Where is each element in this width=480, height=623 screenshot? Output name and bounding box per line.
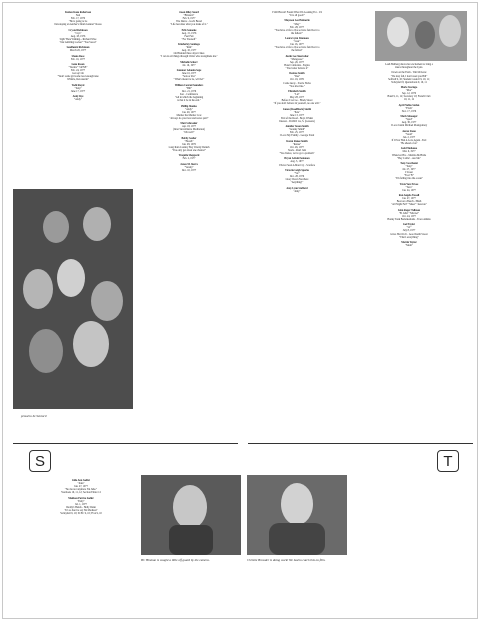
senior-entry: [39, 497, 123, 515]
senior-detail-line: "Frick": [405, 106, 413, 110]
senior-detail-line: "Vic": [294, 172, 300, 176]
senior-entry: [139, 11, 239, 26]
senior-detail-line: Jan. 16, 1977: [290, 43, 304, 47]
senior-entry: [247, 11, 347, 17]
senior-detail-line: Jan. 24, 1977: [402, 188, 416, 192]
senior-detail-line: "You only get about one chance!": [171, 148, 207, 152]
senior-detail-line: Interest - D.MAY 1A, S. (Lessons): [279, 119, 315, 123]
senior-detail-line: Jun. 28, 1976: [182, 142, 196, 146]
senior-entry: [247, 37, 347, 52]
bc-hinman-caption: BC Hinman is caught a little off guard by the camera.: [141, 558, 210, 562]
senior-name: Victoria Leigh Sparks: [285, 168, 309, 172]
senior-name: Julie Ann Sadler: [71, 479, 91, 482]
senior-entry: [359, 147, 459, 159]
senior-entry: [139, 122, 239, 134]
senior-entry: [359, 71, 459, 83]
senior-detail-line: "We chance, we've got a problem": [279, 152, 315, 155]
senior-detail-line: Dec. 21, 1976: [181, 89, 197, 93]
senior-detail-line: The Dance - God's Bread: [176, 20, 202, 24]
senior-entry: [39, 84, 117, 93]
senior-entry: [139, 43, 239, 58]
senior-entry: [39, 29, 117, 44]
senior-detail-line: June 17, 1977: [70, 89, 86, 93]
senior-entry: [247, 125, 347, 137]
senior-name: Phillip Shanks: [181, 104, 197, 108]
senior-name: Karen Renee Smith: [286, 139, 308, 143]
senior-name: Madison Patrice Sadler: [68, 496, 94, 500]
senior-detail-line: "Liz": [294, 93, 300, 97]
senior-detail-line: Murder the Murder Cow: [176, 113, 202, 117]
senior-detail-line: Daddy's Hands - Holly Dunn: [66, 505, 96, 509]
senior-detail-line: Jul. 1, 1977: [75, 502, 87, 506]
senior-detail-line: "Pete": [293, 110, 301, 114]
senior-name: John Roger Tallman: [397, 208, 421, 212]
section-divider-right: [248, 443, 473, 444]
senior-detail-line: Oct. 19, 1976: [290, 78, 304, 82]
senior-detail-line: "It is all good!": [289, 14, 305, 18]
senior-entry: [139, 105, 239, 120]
senior-name: Jennifer Susan Smith: [285, 125, 309, 129]
senior-detail-line: Volleyball 9, 10; SCEC 9, 10; FCA 9, 10: [60, 511, 102, 515]
senior-detail-line: Apr. 18, 1977: [181, 125, 196, 129]
senior-detail-line: Yearbook 10, 11, 12; Section Editor 12: [61, 491, 101, 495]
senior-detail-line: Nov. 17, 1976: [401, 109, 417, 113]
senior-entry: [359, 63, 459, 69]
senior-detail-line: Hotel California - Eagles: [284, 63, 310, 67]
senior-name: Michelle Scharr: [180, 60, 198, 64]
senior-name: Gene Rosen: [71, 63, 85, 67]
senior-entry: [247, 72, 347, 87]
senior-detail-line: "Des": [293, 75, 301, 79]
senior-name: Desiree Smith: [289, 72, 305, 76]
senior-detail-line: "Amy": [293, 189, 301, 193]
senior-detail-line: "You better believe it": [285, 66, 309, 70]
senior-detail-line: Feb. 28, 1977: [289, 25, 304, 29]
senior-entry: [359, 194, 459, 206]
senior-detail-line: "Bill": [186, 86, 192, 90]
senior-detail-line: "You have a life to live so have fun/live it to: [274, 28, 320, 32]
senior-name: Elizabeth Smith: [288, 89, 306, 93]
senior-detail-line: dance throughout the Lynx.: [394, 66, 423, 70]
senior-detail-line: "Mom": [405, 244, 413, 248]
column-senior-entries-1: [39, 11, 117, 104]
senior-detail-line: On Blended three days it likes: [173, 52, 205, 56]
column-bottom-left-entries: [39, 479, 123, 517]
senior-name: Laura Lynn Simmons: [285, 37, 309, 41]
senior-entry: [247, 187, 347, 193]
section-divider-left: [13, 443, 238, 444]
senior-detail-line: "Crys": [74, 31, 82, 35]
senior-detail-line: "Won't some girl some load enough take: [57, 75, 99, 79]
senior-detail-line: I Never Seen A Man Cry - Scarface: [278, 163, 316, 167]
senior-detail-line: Jun. 27, 1977: [74, 485, 88, 489]
senior-name: Trequila Sheppard: [178, 154, 200, 158]
senior-detail-line: Feb. 24, 1977: [70, 69, 85, 73]
senior-detail-line: "Sela or Pea": [182, 75, 196, 79]
senior-detail-line: "Mongoose": [290, 57, 304, 61]
senior-detail-line: Aug. 18, 1976: [70, 34, 86, 38]
senior-detail-line: "It's so hard to say I'm Madison": [64, 508, 98, 512]
senior-name: Tavia Yore Tevoe: [399, 182, 419, 186]
senior-entry: [139, 137, 239, 152]
senior-detail-line: Glory Down Nowhere: [285, 178, 309, 182]
senior-detail-line: Feel Fair: [184, 34, 194, 38]
senior-name: Bryan Lebold Solomon: [284, 157, 310, 161]
bc-hinman-photo: [141, 475, 241, 555]
senior-name: Erik Semonie: [181, 28, 197, 32]
senior-name: Station Kane Robertson: [64, 11, 92, 14]
senior-detail-line: "Renee": [292, 142, 302, 146]
senior-detail-line: End of the Road - Boyz II Men: [281, 116, 313, 120]
senior-detail-line: Sep. 12, 1976: [401, 92, 416, 96]
senior-detail-line: "Blizzard": [183, 14, 195, 18]
senior-detail-line: June 13, 1977: [289, 113, 305, 117]
senior-detail-line: Boat on a Beach - Phish: [396, 200, 422, 204]
senior-name: Aaron Stone: [402, 129, 416, 133]
senior-detail-line: "Ur": [406, 226, 412, 230]
senior-detail-line: 10, 11, 12: [403, 98, 415, 102]
senior-detail-line: "El John" "Micawi": [398, 211, 420, 215]
senior-detail-line: I Love Justin Michael Montgomery: [390, 124, 428, 128]
senior-detail-line: Feb. 17, 1976: [70, 17, 85, 21]
senior-name: Matt Schroeder: [180, 122, 198, 126]
senior-detail-line: "All in which the beginning: [174, 96, 204, 100]
senior-name: Crystal Robinson: [68, 28, 88, 32]
senior-name: Jason Riley Suard: [179, 11, 199, 14]
senior-detail-line: "Anything!": [290, 181, 304, 185]
senior-detail-line: "Spud": [405, 118, 413, 122]
senior-name: Josh Elmhause: [400, 147, 418, 151]
senior-entry: [39, 63, 117, 81]
senior-name: Martin Taylor: [401, 240, 417, 244]
senior-name: Sondhentz Richtman: [66, 46, 90, 50]
senior-detail-line: "Kim": [185, 46, 193, 50]
senior-detail-line: "Hoosh": [184, 139, 194, 143]
senior-entry: [39, 479, 123, 494]
senior-detail-line: "Tony": [405, 165, 413, 169]
senior-detail-line: "I can do all things through Christ who strengthens me.": [160, 55, 218, 59]
senior-entry: [139, 69, 239, 81]
senior-entry: [247, 157, 347, 166]
senior-detail-line: "I'm falling into the ocean": [395, 177, 423, 181]
senior-detail-line: "Stoni": [405, 132, 413, 136]
senior-detail-line: Aug. 15, 1976: [181, 31, 197, 35]
senior-entry: [359, 241, 459, 247]
senior-detail-line: Honky Tonk Badonkadonk - Trace Adkins: [387, 217, 431, 221]
senior-name: Mark Stinoeger: [400, 115, 418, 119]
senior-name: William Conrad Saunders: [174, 83, 204, 87]
senior-detail-line: "You tried me.": [289, 84, 305, 88]
senior-name: Todd Royal: [71, 83, 85, 87]
senior-detail-line: If I Ever Had A Love Again - Earl: [391, 138, 427, 142]
senior-name: Joel Taylor: [402, 223, 416, 227]
senior-name: Summer Lelanda Sege: [176, 69, 202, 73]
senior-name: Marie Storiago: [400, 86, 418, 90]
senior-name: Bobby Seeber: [181, 136, 197, 140]
senior-detail-line: "He is going to be: [68, 20, 88, 24]
senior-entry: [247, 90, 347, 105]
senior-entry: [359, 183, 459, 192]
senior-entry: [247, 19, 347, 34]
senior-detail-line: Feb. 25, 1977: [289, 131, 304, 135]
senior-detail-line: Aug. 10, 1977: [181, 49, 197, 53]
senior-detail-line: Gives Her On It - Good Keith Sweat: [390, 232, 428, 236]
yearbook-page: [2, 2, 478, 619]
senior-detail-line: Band 9, 11, 12; Secretary 10; French Club: [387, 95, 431, 99]
senior-name: Tony Swarhaski: [400, 162, 418, 165]
senior-detail-line: "Life becomes what you make of it.": [170, 23, 208, 27]
senior-detail-line: Feb. 2, 1977: [182, 157, 196, 161]
senior-detail-line: "Our Ambling Locker" "You Sweet": [59, 40, 97, 44]
senior-detail-line: Before I Let Go - Black Street: [281, 99, 313, 103]
senior-entry: [359, 115, 459, 127]
left-photo-caption: proud to be Seniors!: [21, 414, 47, 418]
senior-detail-line: Feb. 16, 1977: [70, 57, 85, 61]
senior-detail-line: "Fool 'Fi": [404, 174, 414, 178]
column-senior-entries-4: [359, 63, 459, 249]
senior-detail-line: "Patty": [77, 499, 85, 503]
senior-entry: [139, 84, 239, 102]
senior-entry: [139, 163, 239, 172]
senior-name: Jaxon M. Sierra: [180, 162, 198, 166]
senior-detail-line: is that it be in the end.": [177, 99, 201, 103]
senior-detail-line: "Be ahead of us": [400, 141, 418, 145]
senior-entry: [39, 46, 117, 52]
senior-entry: [359, 209, 459, 221]
senior-detail-line: Volleyball 9; Quarterback 9, 10, 11: [391, 80, 427, 84]
senior-detail-line: June 16, 1977: [181, 72, 197, 76]
senior-detail-line: "Granny Smith": [288, 128, 306, 132]
senior-detail-line: I Still Haven't Found What I'm Looking For - U2: [271, 11, 323, 14]
senior-name: Mayeson Lee Holmerle: [284, 19, 310, 23]
senior-detail-line: "Hey Cattle! - Are Me": [397, 156, 421, 160]
senior-entry: [39, 11, 117, 26]
senior-detail-line: Come Away - Stevie Nicks: [283, 81, 311, 85]
senior-name: Shana Rose: [71, 54, 85, 58]
senior-entry: [139, 154, 239, 160]
senior-detail-line: the fullest": [291, 49, 303, 53]
senior-detail-line: Sigh? Here Wishing... Richard Wise: [59, 37, 97, 41]
senior-detail-line: Jan. 2, 1977: [402, 135, 416, 139]
section-letter-t: T: [437, 450, 459, 472]
senior-detail-line: Whistle, Ren Austin": [67, 78, 89, 82]
senior-detail-line: Down on the Farm - Tim McGraw: [391, 71, 427, 75]
senior-detail-line: "That's everything": [399, 235, 419, 239]
senior-detail-line: Developing an Anchor's Drum Gunner" Rossa: [54, 23, 102, 27]
section-letter-s: S: [29, 450, 51, 472]
senior-detail-line: "All Night Fall" "Sheet" "Anowie": [391, 203, 427, 207]
column-senior-entries-3: [247, 11, 347, 195]
senior-detail-line: I Love My Family - George Strait: [279, 134, 315, 138]
senior-name: April Nellas Stefan: [398, 103, 420, 107]
senior-detail-line: Stuck - Pearl Jam: [288, 148, 306, 152]
senior-entry: [139, 61, 239, 67]
senior-detail-line: May 28, 1977: [289, 96, 305, 100]
senior-detail-line: Ned: [75, 14, 81, 18]
senior-detail-line: Oct. 26, 1977: [290, 145, 304, 149]
senior-detail-line: "What's meant to be, will be!": [173, 78, 205, 82]
dance-photo: [375, 11, 467, 61]
senior-entry: [359, 162, 459, 180]
senior-entry: [39, 95, 117, 101]
senior-detail-line: Long Rain Country Boy Chordy Danish: [168, 145, 210, 149]
senior-detail-line: "You have a life to live so have fun/live it to: [274, 46, 320, 50]
senior-detail-line: Dec. 10, 1977: [181, 168, 197, 172]
senior-detail-line: "Oh well!": [183, 131, 195, 135]
senior-entry: [359, 223, 459, 238]
senior-detail-line: "Worms" "GENE": [68, 66, 88, 70]
senior-detail-line: "May": [293, 22, 301, 26]
senior-detail-line: Aug. 3, 1977: [290, 160, 304, 164]
senior-detail-line: Sep. 26, 1977: [289, 60, 304, 64]
senior-name: James (Roadblock) Smith: [282, 107, 312, 111]
senior-detail-line: "Always do your best and never quit!": [169, 116, 209, 120]
senior-entry: [247, 169, 347, 184]
senior-entry: [359, 104, 459, 113]
senior-detail-line: "Laur": [293, 40, 301, 44]
senior-detail-line: July 8, 1977: [402, 229, 416, 233]
column-senior-entries-2: [139, 11, 239, 174]
senior-detail-line: "Andy": [185, 107, 193, 111]
senior-detail-line: I Sweat: [405, 171, 413, 175]
senior-detail-line: (Inter Surveillance Meditation): [173, 128, 205, 132]
senior-entry: [359, 130, 459, 145]
senior-entry: [247, 140, 347, 155]
senior-detail-line: "Varsity": [184, 165, 194, 169]
senior-name: Ron Angelo Tassell: [398, 194, 420, 198]
senior-detail-line: Aug. 30, 1977: [401, 121, 417, 125]
senior-detail-line: Dec. 28, 1976: [289, 175, 305, 179]
senior-detail-line: "For Yourself": [181, 37, 197, 41]
senior-detail-line: "Tony": [74, 86, 82, 90]
senior-name: Kimberley Santiago: [178, 43, 200, 47]
senior-detail-line: Get up! On: [72, 72, 84, 76]
senior-detail-line: Softball 9, 10; Student Council 9, 10, 11;: [388, 77, 430, 81]
senior-name: Amy Lynn Stafford: [286, 186, 308, 190]
senior-detail-line: Jul. 27, 1977: [402, 168, 416, 172]
senior-detail-line: "Tavo": [405, 185, 413, 189]
senior-detail-line: "If you don't believe in yourself, no one will.": [273, 102, 321, 106]
senior-detail-line: Oct. 24, 1977: [402, 214, 416, 218]
senior-detail-line: the fullest!": [290, 31, 303, 35]
senior-entry: [139, 29, 239, 41]
senior-detail-line: "Mor": [405, 89, 413, 93]
senior-detail-line: March 26, 1977: [69, 49, 87, 53]
senior-detail-line: Mar. 6, 1977: [402, 150, 416, 154]
senior-detail-line: Leah Haltberg shows her excitement to bring a: [385, 63, 433, 66]
senior-entry: [39, 55, 117, 61]
senior-detail-line: "We may fall, I don't need you Bill": [390, 74, 428, 78]
senior-detail-line: "Jules": [77, 482, 85, 486]
christie-browder-photo: [247, 475, 347, 555]
senior-detail-line: Jan. 20, 1977: [182, 110, 196, 114]
senior-detail-line: Kac - Confidence: [180, 93, 198, 97]
senior-entry: [359, 86, 459, 101]
senior-detail-line: Jul. 16, 1977: [182, 63, 196, 67]
senior-name: Justin Lee Skornshar: [285, 54, 309, 58]
senior-name: Andy Rye: [72, 95, 84, 99]
senior-detail-line: Whatever Bro - Martina McBride: [391, 153, 427, 157]
senior-entry: [247, 55, 347, 70]
senior-entry: [247, 108, 347, 123]
seniors-group-photo: [13, 189, 133, 409]
senior-detail-line: Feb. 9, 1977: [182, 17, 196, 21]
senior-detail-line: Jan. 27, 1977: [402, 197, 416, 201]
senior-detail-line: "Andy": [74, 98, 82, 102]
senior-detail-line: "No me not anymore I'm Julie.": [64, 488, 98, 492]
christie-browder-caption: Christie Browder is doing work! We had to catch this on film.: [247, 558, 326, 562]
